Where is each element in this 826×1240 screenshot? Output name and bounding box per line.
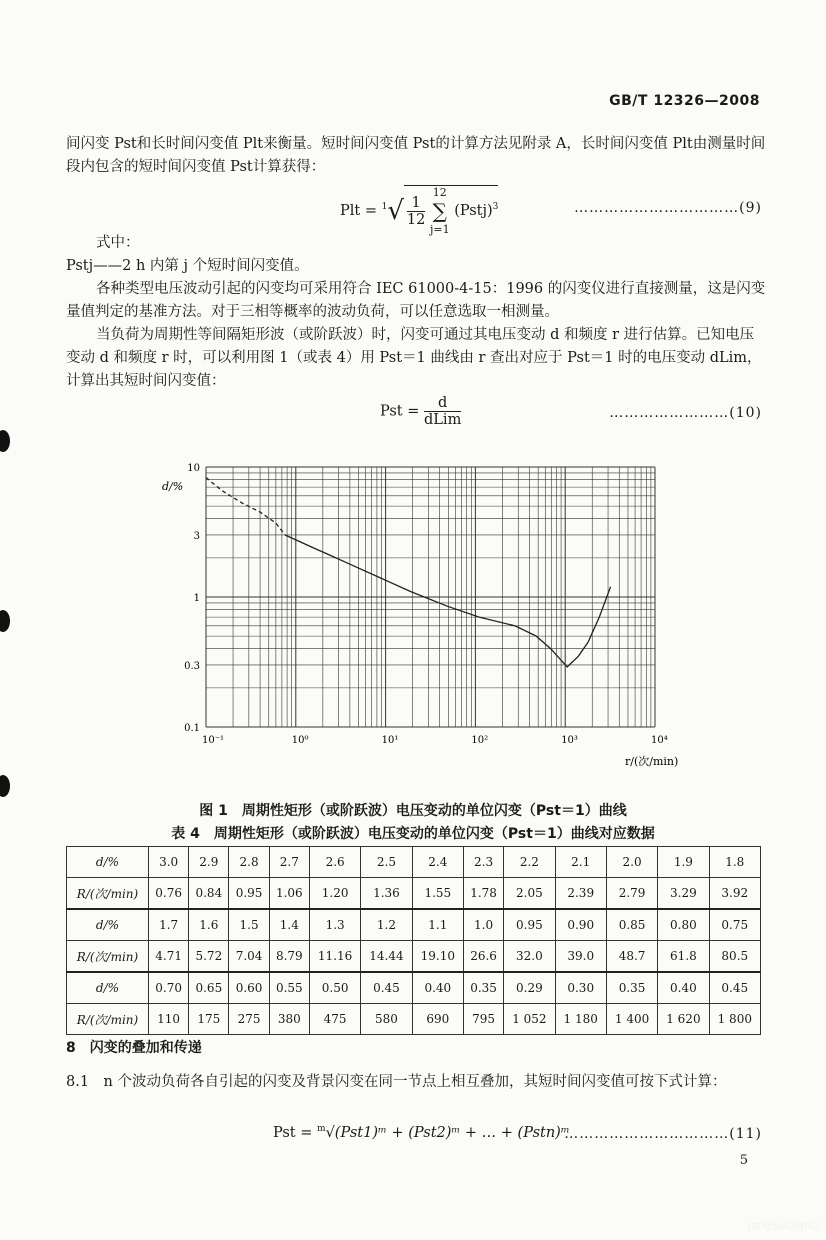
table-cell: 3.29 — [658, 878, 709, 910]
binder-hole — [0, 430, 10, 452]
table-cell: 2.5 — [361, 847, 412, 878]
table-caption: 表 4 周期性矩形（或阶跃波）电压变动的单位闪变（Pst＝1）曲线对应数据 — [171, 826, 655, 842]
table-cell: 0.40 — [658, 972, 709, 1004]
table-cell: 0.50 — [309, 972, 360, 1004]
x-axis-label: r/(次/min) — [625, 755, 679, 768]
y-tick-label: 10 — [187, 463, 200, 474]
table-cell: 0.84 — [189, 878, 229, 910]
table-cell: 1.7 — [149, 909, 189, 941]
table-cell: 0.75 — [709, 909, 760, 941]
table-row-r — [67, 878, 761, 910]
table-cell: 1.9 — [658, 847, 709, 878]
table-cell: 2.8 — [229, 847, 269, 878]
table-cell: 0.80 — [658, 909, 709, 941]
eq11-root-index: m — [317, 1124, 326, 1134]
table-cell: 1 620 — [658, 1004, 709, 1035]
table-row-d — [67, 909, 761, 941]
table-cell: 0.30 — [555, 972, 606, 1004]
table-cell: 48.7 — [606, 941, 657, 973]
flicker-data-table — [66, 846, 761, 1035]
table-cell: 690 — [412, 1004, 463, 1035]
definition-pstj: Pstj——2 h 内第 j 个短时间闪变值。 — [66, 258, 309, 274]
section-8-heading: 8 闪变的叠加和传递 — [66, 1040, 202, 1056]
table-row-label: d/% — [67, 847, 149, 878]
table-cell: 1.1 — [412, 909, 463, 941]
x-tick-label: 10⁰ — [291, 735, 309, 746]
table-cell: 11.16 — [309, 941, 360, 973]
y-tick-label: 1 — [193, 593, 200, 604]
table-cell: 795 — [463, 1004, 503, 1035]
paragraph-intro: 间闪变 Pst和长时间闪变值 Plt来衡量。短时间闪变值 Pst的计算方法见附录 A，长时间闪变值 Plt由测量时间段内包含的短时间闪变值 Pst计算获得： — [66, 136, 766, 175]
standard-code: GB/T 12326—2008 — [609, 93, 760, 109]
table-cell: 0.45 — [709, 972, 760, 1004]
table-cell: 275 — [229, 1004, 269, 1035]
eq9-term: (Pstj) — [454, 203, 493, 219]
table-cell: 1.78 — [463, 878, 503, 910]
watermark: JangSuDianLi — [747, 1219, 820, 1232]
table-cell: 1 400 — [606, 1004, 657, 1035]
eq9-fraction: $\frac{1}{12}$ — [406, 194, 426, 228]
table-row-d — [67, 847, 761, 878]
y-tick-label: 0.3 — [184, 660, 200, 672]
table-cell: 2.2 — [504, 847, 555, 878]
table-cell: 2.3 — [463, 847, 503, 878]
table-cell: 1.5 — [229, 909, 269, 941]
paragraph-8-1: 8.1 n 个波动负荷各自引起的闪变及背景闪变在同一节点上相互叠加，其短时间闪变值可按下式计算： — [66, 1074, 727, 1090]
table-cell: 1.6 — [189, 909, 229, 941]
chart-grid — [206, 467, 655, 727]
paragraph-measurement: 各种类型电压波动引起的闪变均可采用符合 IEC 61000-4-15：1996 的闪变仪进行直接测量，这是闪变量值判定的基准方法。对于三相等概率的波动负荷，可以任意选取一相测量。 — [66, 281, 766, 320]
table-cell: 8.79 — [269, 941, 309, 973]
table-cell: 4.71 — [149, 941, 189, 973]
table-cell: 26.6 — [463, 941, 503, 973]
table-cell: 0.95 — [504, 909, 555, 941]
x-tick-label: 10² — [471, 735, 489, 746]
table-cell: 1.0 — [463, 909, 503, 941]
table-cell: 0.35 — [463, 972, 503, 1004]
table-row-r — [67, 1004, 761, 1035]
table-cell: 32.0 — [504, 941, 555, 973]
table-cell: 580 — [361, 1004, 412, 1035]
table-cell: 19.10 — [412, 941, 463, 973]
page-number: 5 — [739, 1153, 748, 1168]
equation-10 — [380, 395, 461, 428]
eq10-number: ……………………(10) — [609, 405, 762, 421]
where-label: 式中： — [96, 235, 140, 251]
table-row-label: R/(次/min) — [67, 1004, 149, 1035]
table-cell: 1 180 — [555, 1004, 606, 1035]
table-cell: 0.85 — [606, 909, 657, 941]
table-cell: 1.06 — [269, 878, 309, 910]
x-tick-label: 10³ — [561, 735, 578, 746]
table-cell: 1 052 — [504, 1004, 555, 1035]
table-cell: 7.04 — [229, 941, 269, 973]
eq9-number: ……………………………(9) — [574, 200, 762, 216]
table-cell: 0.65 — [189, 972, 229, 1004]
table-cell: 380 — [269, 1004, 309, 1035]
table-cell: 1.36 — [361, 878, 412, 910]
eq11-lhs: Pst = — [273, 1124, 313, 1141]
table-cell: 0.70 — [149, 972, 189, 1004]
eq11-body: √(Pst1)ᵐ + (Pst2)ᵐ + … + (Pstn)ᵐ — [325, 1124, 570, 1141]
table-cell: 3.92 — [709, 878, 760, 910]
table-cell: 2.7 — [269, 847, 309, 878]
eq10-lhs: Pst = — [380, 403, 420, 420]
table-cell: 0.40 — [412, 972, 463, 1004]
eq11-number: ……………………………(11) — [564, 1126, 762, 1142]
eq9-sum: 12 ∑ j=1 — [429, 186, 450, 236]
figure-caption: 图 1 周期性矩形（或阶跃波）电压变动的单位闪变（Pst＝1）曲线 — [199, 803, 627, 819]
table-cell: 14.44 — [361, 941, 412, 973]
table-cell: 2.79 — [606, 878, 657, 910]
equation-9: Plt = $^1$√ $\frac{1}{12}$ 12 ∑ j=1 (Pstj)$^3$ — [340, 186, 499, 236]
eq9-root-index: 1 — [381, 202, 388, 213]
flicker-curve-chart — [150, 455, 690, 775]
table-row-r — [67, 941, 761, 973]
binder-hole — [0, 775, 10, 797]
binder-hole — [0, 610, 10, 632]
x-tick-label: 10⁻¹ — [202, 735, 225, 746]
table-cell: 0.95 — [229, 878, 269, 910]
chart-ticks — [184, 463, 668, 746]
table-cell: 1.2 — [361, 909, 412, 941]
table-cell: 475 — [309, 1004, 360, 1035]
table-cell: 80.5 — [709, 941, 760, 973]
table-cell: 2.6 — [309, 847, 360, 878]
table-row-label: d/% — [67, 909, 149, 941]
table-cell: 1.8 — [709, 847, 760, 878]
table-cell: 2.05 — [504, 878, 555, 910]
table-row-label: R/(次/min) — [67, 941, 149, 973]
table-row-label: R/(次/min) — [67, 878, 149, 910]
paragraph-estimation: 当负荷为周期性等间隔矩形波（或阶跃波）时，闪变可通过其电压变动 d 和频度 r 进行估算。已知电压变动 d 和频度 r 时，可以利用图 1（或表 4）用 Pst＝1 曲线由 r 查出对应于 Pst＝1 时的电压变动 dLim，计算出其短时间闪变值： — [66, 327, 762, 389]
table-row-d — [67, 972, 761, 1004]
table-cell: 1.3 — [309, 909, 360, 941]
table-cell: 2.39 — [555, 878, 606, 910]
table-cell: 2.0 — [606, 847, 657, 878]
table-cell: 0.60 — [229, 972, 269, 1004]
eq10-fraction: $\frac{d}{\text{dLim}}$ — [424, 395, 462, 428]
table-cell: 61.8 — [658, 941, 709, 973]
table-cell: 3.0 — [149, 847, 189, 878]
flicker-curve-solid — [588, 587, 611, 642]
table-cell: 0.45 — [361, 972, 412, 1004]
table-cell: 39.0 — [555, 941, 606, 973]
eq9-lhs: Plt = — [340, 203, 377, 219]
x-tick-label: 10¹ — [381, 735, 399, 746]
table-cell: 110 — [149, 1004, 189, 1035]
table-cell: 5.72 — [189, 941, 229, 973]
table-cell: 1 800 — [709, 1004, 760, 1035]
table-row-label: d/% — [67, 972, 149, 1004]
table-cell: 175 — [189, 1004, 229, 1035]
table-cell: 1.55 — [412, 878, 463, 910]
table-cell: 2.9 — [189, 847, 229, 878]
table-cell: 0.76 — [149, 878, 189, 910]
flicker-curve-solid — [285, 535, 588, 667]
table-cell: 0.90 — [555, 909, 606, 941]
table-cell: 1.20 — [309, 878, 360, 910]
table-cell: 2.4 — [412, 847, 463, 878]
table-cell: 0.29 — [504, 972, 555, 1004]
y-tick-label: 0.1 — [184, 723, 200, 734]
table-cell: 0.55 — [269, 972, 309, 1004]
table-cell: 2.1 — [555, 847, 606, 878]
equation-11 — [273, 1124, 570, 1141]
table-cell: 0.35 — [606, 972, 657, 1004]
x-tick-label: 10⁴ — [651, 735, 668, 746]
table-cell: 1.4 — [269, 909, 309, 941]
y-tick-label: 3 — [193, 530, 200, 542]
y-axis-label: d/% — [162, 480, 184, 493]
